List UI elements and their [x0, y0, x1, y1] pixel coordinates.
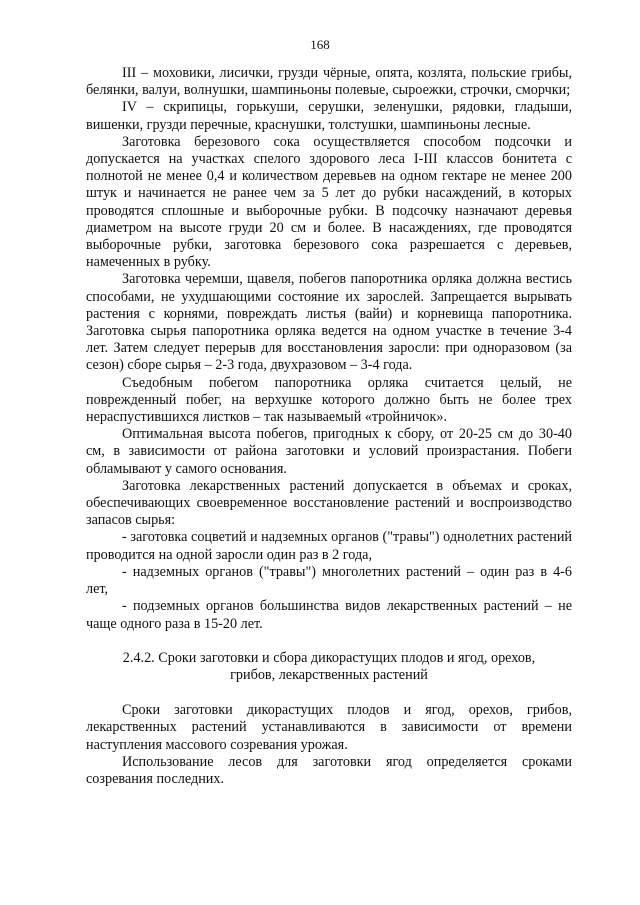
- list-item-annual: - заготовка соцветий и надземных органов ("травы") однолетних растений проводится на одной заросли один раз в 2 года,: [86, 529, 572, 563]
- list-item-underground: - подземных органов большинства видов лекарственных растений – не чаще одного раза в 15-20 лет.: [86, 598, 572, 632]
- paragraph-berry-timing: Использование лесов для заготовки ягод определяется сроками созревания последних.: [86, 753, 572, 787]
- paragraph-shoot-height: Оптимальная высота побегов, пригодных к сбору, от 20-25 см до 30-40 см, в зависимости от района заготовки и условий произрастания. Побеги обламывают у самого основания.: [86, 426, 572, 477]
- section-heading-line1: 2.4.2. Сроки заготовки и сбора дикорастущих плодов и ягод, орехов,: [122, 649, 536, 666]
- paragraph-mushroom-group-4: IV – скрипицы, горькуши, серушки, зеленушки, рядовки, гладыши, вишенки, грузди перечные, краснушки, толстушки, шампиньоны лесные.: [86, 99, 572, 133]
- paragraph-mushroom-group-3: III – моховики, лисички, грузди чёрные, опята, козлята, польские грибы, белянки, валуи, волнушки, шампиньоны полевые, сыроежки, строчки, сморчки;: [86, 65, 572, 99]
- paragraph-medicinal-plants: Заготовка лекарственных растений допускается в объемах и сроках, обеспечивающих своевременное восстановление растений и воспроизводство запасов сырья:: [86, 477, 572, 529]
- paragraph-ramson-fern: Заготовка черемши, щавеля, побегов папоротника орляка должна вестись способами, не ухудшающими состояние их зарослей. Запрещается вырывать растения с корнями, повреждать листья (вайи) и корневища папоротника. Заготовка сырья папоротника орляка ведется на одном участке в течение 3-4 лет. Затем следует перерыв для восстановления заросли: при одноразовом (за сезон) сборе сырья – 2-3 года, двухразовом – 3-4 года.: [86, 271, 572, 374]
- paragraph-birch-sap: Заготовка березового сока осуществляется способом подсочки и допускается на участках спелого здорового леса I-III классов бонитета с полнотой не менее 0,4 и количеством деревьев на одном гектаре не менее 200 штук и начинается не ранее чем за 5 лет до рубки насаждений, в которых проводятся сплошные и выборочные рубки. В подсочку назначают деревья диаметром на высоте груди 20 см и более. В насаждениях, где проводятся выборочные рубки, заготовка березового сока разрешается с деревьев, намеченных в рубку.: [86, 133, 572, 271]
- section-heading: [86, 650, 572, 684]
- list-item-perennial: - надземных органов ("травы") многолетних растений – один раз в 4-6 лет,: [86, 563, 572, 598]
- paragraph-edible-shoot: Съедобным побегом папоротника орляка считается целый, не поврежденный побег, на верхушке которого должно быть не более трех нераспустившихся листков – так называемый «тройничок».: [86, 374, 572, 426]
- section-heading-line2: грибов, лекарственных растений: [230, 666, 428, 683]
- page-number: 168: [310, 37, 330, 52]
- paragraph-harvest-timing: Сроки заготовки дикорастущих плодов и ягод, орехов, грибов, лекарственных растений устанавливаются в зависимости от времени наступления массового созревания урожая.: [86, 702, 572, 753]
- page-body: [86, 65, 572, 788]
